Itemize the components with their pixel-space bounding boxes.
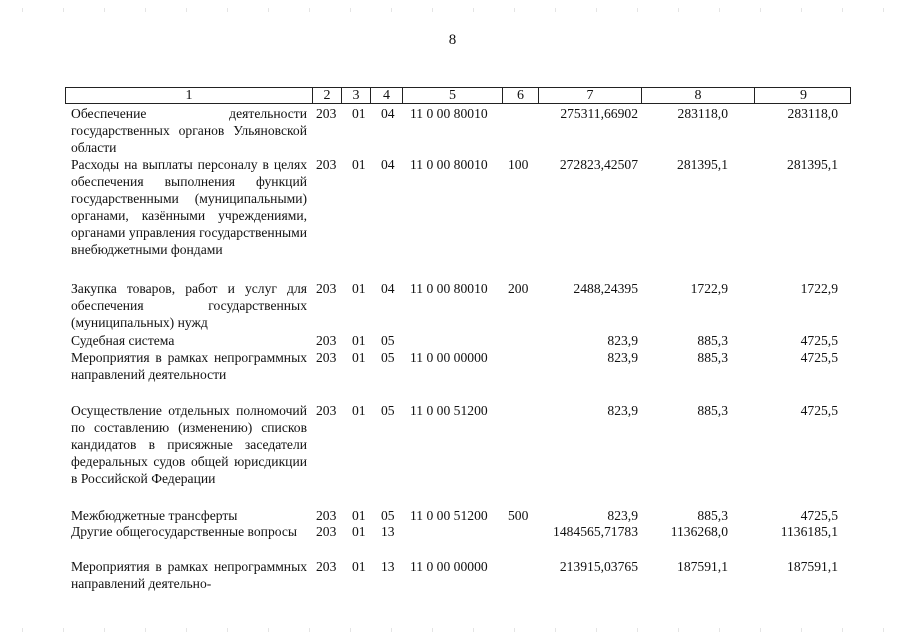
- cell-col3: 01: [352, 524, 366, 539]
- column-header-7: 7: [539, 88, 642, 103]
- cell-col2: 203: [316, 403, 337, 418]
- cell-col9: 281395,1: [787, 157, 838, 172]
- row-name: Расходы на выплаты персоналу в целях обеспечения выполнения функций государственными (муниципальными) органами, казёнными учреждениями, органами управления государственными внебюджетными фондами: [71, 157, 307, 257]
- cell-col3: 01: [352, 281, 366, 296]
- cell-col4: 04: [381, 157, 395, 172]
- cell-col2: 203: [316, 559, 337, 574]
- cell-col8: 283118,0: [677, 106, 728, 121]
- cell-col7: 213915,03765: [559, 559, 638, 574]
- cell-col5: 11 0 00 80010: [410, 106, 488, 121]
- cell-col2: 203: [316, 333, 337, 348]
- cell-col8: 885,3: [697, 350, 728, 365]
- cell-col8: 885,3: [697, 333, 728, 348]
- cell-col9: 4725,5: [800, 403, 838, 418]
- cell-col2: 203: [316, 524, 337, 539]
- cell-col7: 823,9: [607, 403, 638, 418]
- cell-col8: 885,3: [697, 403, 728, 418]
- scan-noise-top: [0, 8, 905, 12]
- cell-col7: 2488,24395: [573, 281, 638, 296]
- cell-col3: 01: [352, 559, 366, 574]
- cell-col8: 1136268,0: [670, 524, 728, 539]
- cell-col7: 272823,42507: [559, 157, 638, 172]
- cell-col8: 281395,1: [677, 157, 728, 172]
- cell-col5: 11 0 00 80010: [410, 281, 488, 296]
- cell-col9: 187591,1: [787, 559, 838, 574]
- row-name: Межбюджетные трансферты: [71, 508, 238, 523]
- cell-col5: 11 0 00 51200: [410, 508, 488, 523]
- row-name: Закупка товаров, работ и услуг для обеспечения государственных (муниципальных) нужд: [71, 281, 307, 330]
- row-name: Судебная система: [71, 333, 175, 348]
- cell-col9: 4725,5: [800, 350, 838, 365]
- cell-col9: 4725,5: [800, 508, 838, 523]
- cell-col6: 100: [508, 157, 529, 172]
- cell-col4: 04: [381, 281, 395, 296]
- cell-col6: 500: [508, 508, 529, 523]
- cell-col4: 04: [381, 106, 395, 121]
- cell-col9: 1136185,1: [780, 524, 838, 539]
- cell-col9: 283118,0: [787, 106, 838, 121]
- row-name: Обеспечение деятельности государственных органов Ульяновской области: [71, 106, 307, 155]
- cell-col9: 4725,5: [800, 333, 838, 348]
- cell-col4: 13: [381, 524, 395, 539]
- cell-col3: 01: [352, 403, 366, 418]
- row-name: Мероприятия в рамках непрограммных направлений деятельности: [71, 350, 307, 382]
- cell-col8: 1722,9: [690, 281, 728, 296]
- column-header-1: 1: [66, 88, 313, 103]
- column-header-9: 9: [800, 88, 807, 103]
- cell-col7: 275311,66902: [560, 106, 638, 121]
- cell-col4: 05: [381, 350, 395, 365]
- scan-noise-bottom: [0, 628, 905, 632]
- cell-col5: 11 0 00 80010: [410, 157, 488, 172]
- table-header-row: [65, 87, 851, 104]
- cell-col2: 203: [316, 350, 337, 365]
- cell-col2: 203: [316, 508, 337, 523]
- column-header-8: 8: [642, 88, 755, 103]
- cell-col3: 01: [352, 350, 366, 365]
- cell-col7: 823,9: [607, 508, 638, 523]
- row-name: Мероприятия в рамках непрограммных направлений деятельно-: [71, 559, 307, 591]
- column-header-3: 3: [342, 88, 371, 103]
- row-name: Осуществление отдельных полномочий по составлению (изменению) списков кандидатов в присяжные заседатели федеральных судов общей юрисдикции в Российской Федерации: [71, 403, 307, 486]
- cell-col7: 823,9: [607, 333, 638, 348]
- cell-col7: 823,9: [607, 350, 638, 365]
- cell-col3: 01: [352, 508, 366, 523]
- cell-col3: 01: [352, 106, 366, 121]
- cell-col4: 05: [381, 403, 395, 418]
- cell-col8: 187591,1: [677, 559, 728, 574]
- cell-col5: 11 0 00 00000: [410, 350, 488, 365]
- cell-col4: 13: [381, 559, 395, 574]
- cell-col9: 1722,9: [800, 281, 838, 296]
- page-number: 8: [448, 32, 457, 48]
- cell-col2: 203: [316, 281, 337, 296]
- column-header-5: 5: [403, 88, 503, 103]
- cell-col8: 885,3: [697, 508, 728, 523]
- cell-col4: 05: [381, 333, 395, 348]
- cell-col2: 203: [316, 106, 337, 121]
- cell-col5: 11 0 00 00000: [410, 559, 488, 574]
- cell-col3: 01: [352, 157, 366, 172]
- column-header-4: 4: [371, 88, 403, 103]
- cell-col3: 01: [352, 333, 366, 348]
- cell-col2: 203: [316, 157, 337, 172]
- row-name: Другие общегосударственные вопросы: [71, 524, 298, 539]
- cell-col4: 05: [381, 508, 395, 523]
- column-header-6: 6: [503, 88, 539, 103]
- cell-col6: 200: [508, 281, 529, 296]
- column-header-2: 2: [313, 88, 342, 103]
- cell-col5: 11 0 00 51200: [410, 403, 488, 418]
- cell-col7: 1484565,71783: [553, 524, 638, 539]
